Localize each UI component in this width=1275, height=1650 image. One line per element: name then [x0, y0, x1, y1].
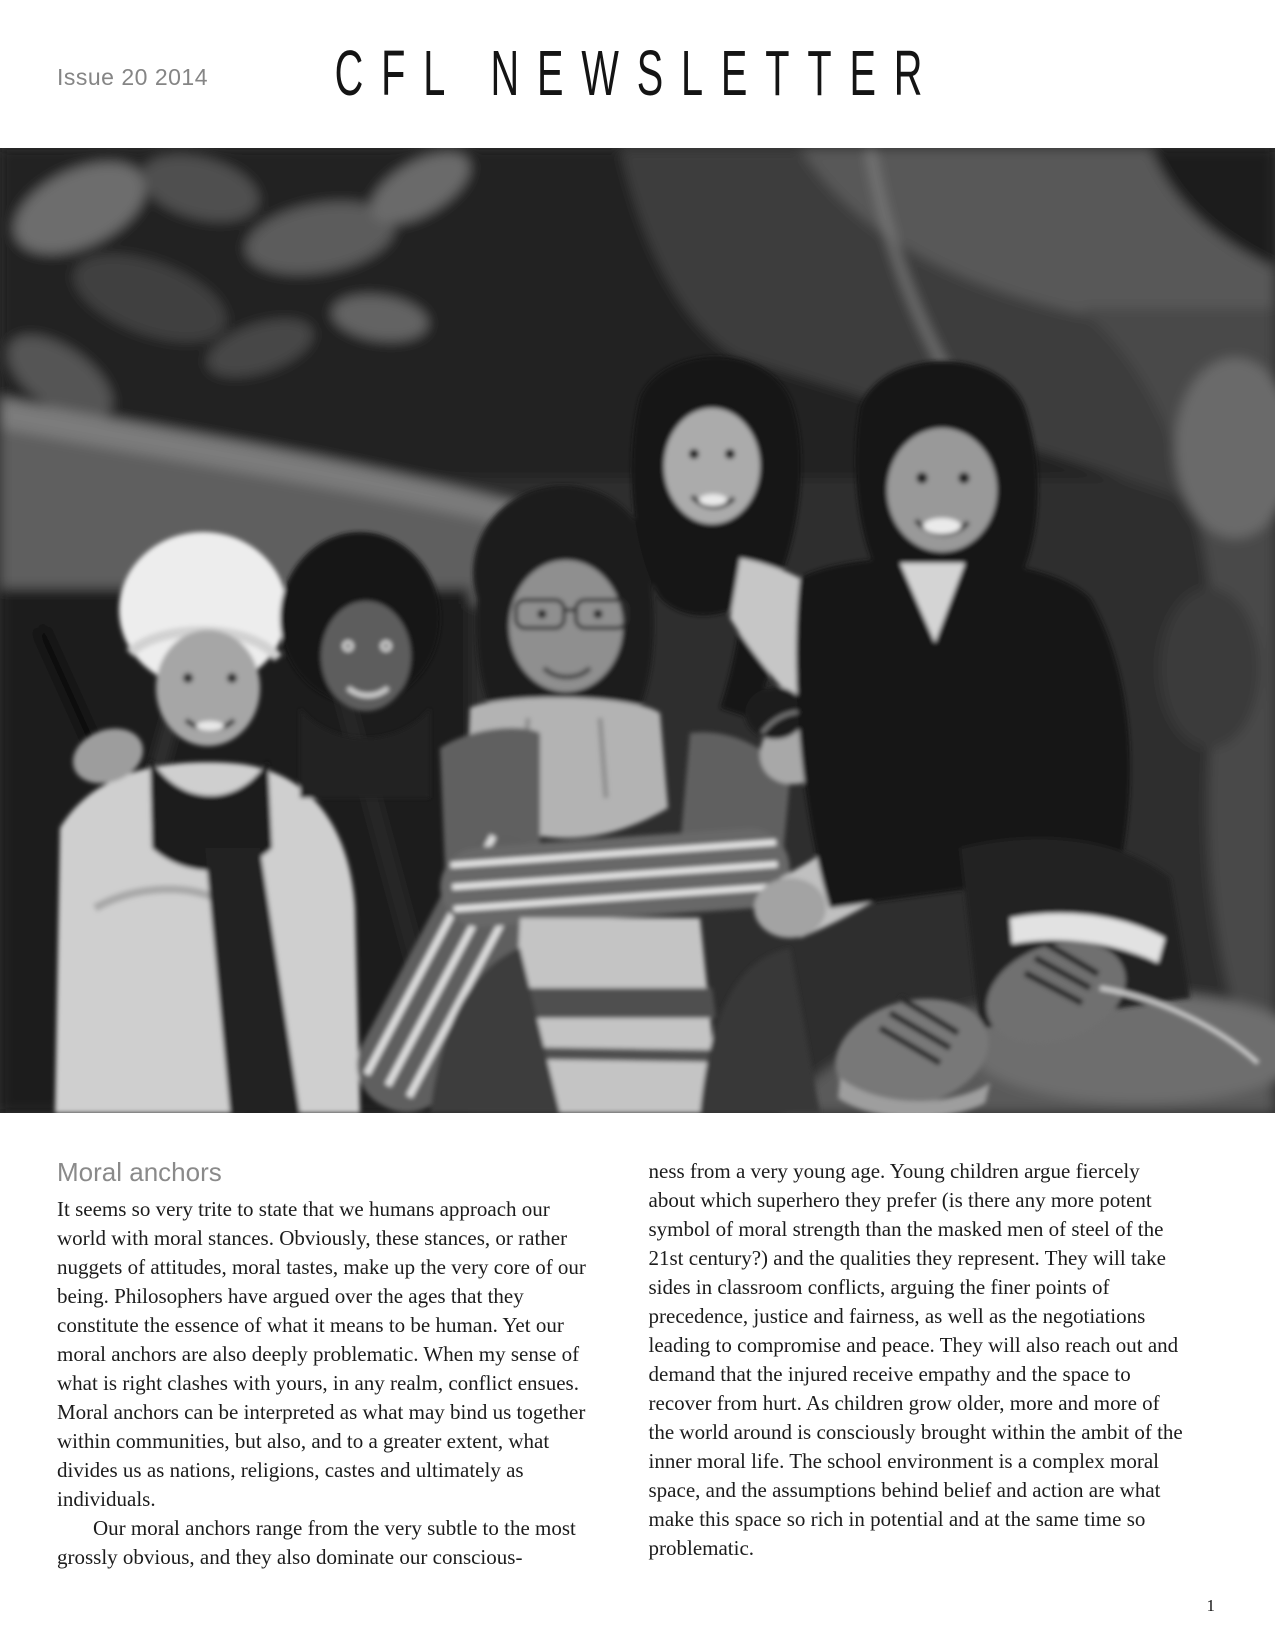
masthead	[0, 36, 1275, 110]
page-number: 1	[1206, 1596, 1215, 1615]
paragraph: Our moral anchors range from the very subtle to the most grossly obvious, and they also dominate our conscious-	[57, 1516, 576, 1569]
hero-photo-illustration	[0, 148, 1275, 1113]
article-heading: Moral anchors	[57, 1157, 222, 1187]
article-section	[57, 1157, 1185, 1572]
article-column-left	[57, 1157, 594, 1572]
article-column-right	[649, 1157, 1186, 1572]
hero-photo	[0, 148, 1275, 1113]
paragraph: It seems so very trite to state that we humans approach our world with moral stances. Obviously, these stances, or rather nuggets of attitudes, moral tastes, make up the very core of our being. Philosophers have argued over the ages that they constitute the essence of what it means to be human. Yet our moral anchors are also deeply problematic. When my sense of what is right clashes with yours, in any realm, conflict ensues. Moral anchors can be interpreted as what may bind us together within communities, but also, and to a greater extent, what divides us as nations, religions, castes and ultimately as individuals.	[57, 1197, 586, 1511]
newsletter-title: CFL NEWSLETTER	[334, 37, 941, 109]
paragraph: ness from a very young age. Young children argue fiercely about which superhero they prefer (is there any more potent symbol of moral strength than the masked men of steel of the 21st century?) and the qualities they represent. They will take sides in classroom conflicts, arguing the finer points of precedence, justice and fairness, as well as the negotiations leading to compromise and peace. They will also reach out and demand that the injured receive empathy and the space to recover from hurt. As children grow older, more and more of the world around is consciously brought within the ambit of the inner moral life. The school environment is a complex moral space, and the assumptions behind belief and action are what make this space so rich in potential and at the same time so problematic.	[648, 1159, 1183, 1560]
issue-label: Issue 20 2014	[57, 64, 209, 90]
